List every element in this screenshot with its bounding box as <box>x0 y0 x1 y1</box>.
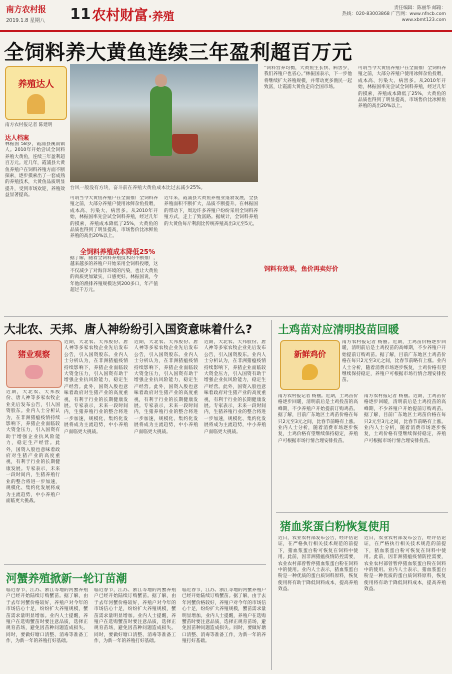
farmer-figure <box>150 86 172 156</box>
section-title-main: 农村财富 <box>92 8 148 24</box>
story-text-3: 近年来，霞浦县大黄鱼养殖业蓬勃发展，全县养殖面积不断扩大，品质不断提升。在林振国的带动下，周边许多养殖户纷纷采用全饲料养殖方式，走上了致富路。据统计，全饲料养殖的大黄鱼每斤利润比传统养殖高出3元至5元。 <box>164 196 258 227</box>
sub-headline-1: 全饲料养殖成本降低25% <box>80 248 156 256</box>
fish-farmer-photo <box>70 64 258 182</box>
section-title <box>92 5 174 25</box>
chicken-icon <box>302 364 318 380</box>
article2-text-a: 近期，大北农、天邦股份、唐人神等多家农牧企业先后发布公告，引入国资股东。业内人士分析认为，在非洲猪瘟疫情持续影响下，养猪企业面临较大资金压力，引入国资有助于增强企业抗风险能力，稳定生产经营。此外，国资入股也意味着政府对生猪产业的高度重视，有利于行业的长期健康发展。专家表示，未来一段时间内，生猪养殖行业的整合将进一步加速，规模化、集约化发展将成为主流趋势，中小养殖户面临更大挑战。 <box>64 340 128 435</box>
article4-headline: 土鸡苗对应清明投苗回暖 <box>278 323 399 336</box>
article4-badge-label: 新鲜鸡价 <box>294 350 326 359</box>
fish-basket <box>172 134 198 154</box>
article4-text-c: 南方农村报记者 杨丽。近期，土鸡苗价格逐步回暖，清明前后是土鸡投苗的高峰期，不少养殖户开始提前订购鸡苗。据了解，目前广东地区土鸡苗价格在每只2元至3元之间，比春节前略有上涨。业内人士分析，随着消费市场逐步恢复，土鸡价格有望继续保持稳定，养殖户可根据市场行情合理安排投苗。 <box>364 394 446 444</box>
contact-line-2: 热线：020-83003868 广告网：www.nfncb.com <box>342 12 446 17</box>
section-divider-1 <box>4 316 448 317</box>
badge-label: 养殖达人 <box>17 80 54 90</box>
article4-text-b: 南方农村报记者 杨丽。近期，土鸡苗价格逐步回暖，清明前后是土鸡投苗的高峰期，不少养殖户开始提前订购鸡苗。据了解，目前广东地区土鸡苗价格在每只2元至3元之间，比春节前略有上涨。业内人士分析，随着消费市场逐步恢复，土鸡价格有望继续保持稳定，养殖户可根据市场行情合理安排投苗。 <box>278 394 358 444</box>
article3-text-b: 临近春节，江苏、浙江等地的河蟹养殖户已经开始陆续订购蟹苗。据了解，由于去年河蟹价格较好，养殖户对今年的市场信心十足，纷纷扩大养殖规模，蟹苗需求量明显增加。业内人士提醒，养殖户在选购蟹苗时要注意品质，选择正规育苗场，避免因苗种问题造成损失。同时，要做好塘口清整、消毒等准备工作，为新一年的养殖打好基础。 <box>94 588 176 645</box>
issue-date: 2019.1.8 星期八 <box>6 18 45 24</box>
pig-icon <box>25 365 43 379</box>
story-text-1: 可谓当今大黄鱼养殖户在全面推广全饲料养殖之前，大部分养殖户使用冰鲜杂鱼投喂，成本高、污染大、病害多。从2010年开始，林振国率先尝试全饲料养殖，经过几年的摸索，养殖成本降低了25%，大黄鱼的品质也得到了明显提高，市场售价比冰鲜鱼养殖的高出20%以上。 <box>70 196 158 240</box>
article2-text-c: 近期，大北农、天邦股份、唐人神等多家农牧企业先后发布公告，引入国资股东。业内人士分析认为，在非洲猪瘟疫情持续影响下，养猪企业面临较大资金压力，引入国资有助于增强企业抗风险能力，稳定生产经营。此外，国资入股也意味着政府对生猪产业的高度重视，有利于行业的长期健康发展。专家表示，未来一段时间内，生猪养殖行业的整合将进一步加速，规模化、集约化发展将成为主流趋势，中小养殖户面临更大挑战。 <box>204 340 266 435</box>
article5-headline: 猪血浆蛋白粉恢复使用 <box>280 520 390 533</box>
feature-badge <box>5 66 67 120</box>
article4-badge <box>280 340 340 390</box>
article5-text-b: 近日，农业农村部发布公告，经评估论证，在严格执行相关技术规范的前提下，猪血浆蛋白粉可恢复在饲料中使用。此前，因非洲猪瘟疫情防控需要，农业农村部曾暂停猪血浆蛋白粉在饲料中的使用。业内人士表示，猪血浆蛋白粉是一种优质的蛋白质饲料原料，恢复使用将有助于降低饲料成本，提高养殖效益。 <box>364 536 446 593</box>
page-number: 11 <box>70 5 91 23</box>
main-headline: 全饲料养大黄鱼连续三年盈利超百万元 <box>4 40 353 64</box>
vertical-divider <box>271 320 272 670</box>
website-url: www.xbmt123.com <box>401 18 446 23</box>
sub-headline-2: 饲料有效果，鱼价再卖好价 <box>264 264 352 273</box>
article2-badge-label: 猪业观察 <box>18 350 50 359</box>
article2-badge <box>6 340 62 388</box>
contact-line-1: 责任编辑：陈丽华 邮箱： <box>394 6 446 11</box>
section-divider-2 <box>4 564 266 565</box>
badge-figure-icon <box>27 94 45 114</box>
section-title-sub: ·养殖 <box>148 10 175 23</box>
story-text-2: 据了解，随着全饲料养殖技术的不断推广，越来越多的养殖户开始采用全饲料投喂，这不仅减少了对海洋环境的污染，也让大黄鱼的肉质更加紧实，口感更好。林振国说，今年他的渔排养殖规模达到200多口，年产值超过千万元。 <box>70 256 158 294</box>
article3-headline: 河蟹养殖掀新一轮订苗潮 <box>6 572 127 585</box>
article5-text-a: 近日，农业农村部发布公告，经评估论证，在严格执行相关技术规范的前提下，猪血浆蛋白粉可恢复在饲料中使用。此前，因非洲猪瘟疫情防控需要，农业农村部曾暂停猪血浆蛋白粉在饲料中的使用。业内人士表示，猪血浆蛋白粉是一种优质的蛋白质饲料原料，恢复使用将有助于降低饲料成本，提高养殖效益。 <box>278 536 358 593</box>
paper-name: 南方农村报 <box>6 4 46 14</box>
farmer-head <box>155 74 167 87</box>
contact-info <box>258 6 446 24</box>
story-text-4: “饲料营养均衡，大黄鱼生长快、病害少，我们养殖户也省心。”林振国表示，下一步他将继续扩大养殖规模，并带动更多渔民一起致富，让霞浦大黄鱼走向全国市场。 <box>264 66 352 91</box>
section-divider-3 <box>276 512 448 513</box>
article2-headline: 大北农、天邦、唐人神纷纷引入国资意味着什么? <box>4 322 253 336</box>
article2-text-d: 近期，大北农、天邦股份、唐人神等多家农牧企业先后发布公告，引入国资股东。业内人士分析认为，在非洲猪瘟疫情持续影响下，养猪企业面临较大资金压力，引入国资有助于增强企业抗风险能力，稳定生产经营。此外，国资入股也意味着政府对生猪产业的高度重视，有利于行业的长期健康发展。专家表示，未来一段时间内，生猪养殖行业的整合将进一步加速，规模化、集约化发展将成为主流趋势，中小养殖户面临更大挑战。 <box>6 390 60 504</box>
left-byline: 南方农村报记者 陈建明 <box>5 123 53 128</box>
story-text-5: 可谓当今大黄鱼养殖户在全面推广全饲料养殖之前，大部分养殖户使用冰鲜杂鱼投喂，成本高、污染大、病害多。从2010年开始，林振国率先尝试全饲料养殖，经过几年的摸索，养殖成本降低了25%，大黄鱼的品质也得到了明显提高，市场售价比冰鲜鱼养殖的高出20%以上。 <box>358 66 446 110</box>
article2-text-b: 近期，大北农、天邦股份、唐人神等多家农牧企业先后发布公告，引入国资股东。业内人士分析认为，在非洲猪瘟疫情持续影响下，养猪企业面临较大资金压力，引入国资有助于增强企业抗风险能力，稳定生产经营。此外，国资入股也意味着政府对生猪产业的高度重视，有利于行业的长期健康发展。专家表示，未来一段时间内，生猪养殖行业的整合将进一步加速，规模化、集约化发展将成为主流趋势，中小养殖户面临更大挑战。 <box>134 340 198 435</box>
article3-text-c: 临近春节，江苏、浙江等地的河蟹养殖户已经开始陆续订购蟹苗。据了解，由于去年河蟹价格较好，养殖户对今年的市场信心十足，纷纷扩大养殖规模，蟹苗需求量明显增加。业内人士提醒，养殖户在选购蟹苗时要注意品质，选择正规育苗场，避免因苗种问题造成损失。同时，要做好塘口清整、消毒等准备工作，为新一年的养殖打好基础。 <box>182 588 266 645</box>
left-subtitle: 达人档案 <box>5 135 30 142</box>
article3-text-a: 临近春节，江苏、浙江等地的河蟹养殖户已经开始陆续订购蟹苗。据了解，由于去年河蟹价格较好，养殖户对今年的市场信心十足，纷纷扩大养殖规模，蟹苗需求量明显增加。业内人士提醒，养殖户在选购蟹苗时要注意品质，选择正规育苗场，避免因苗种问题造成损失。同时，要做好塘口清整、消毒等准备工作，为新一年的养殖打好基础。 <box>6 588 88 645</box>
photo-caption: 台风一般没有方块，奋斗前在养殖大黄鱼成本比过去减少25%。 <box>70 186 206 191</box>
article4-text-a: 南方农村报记者 杨丽。近期，土鸡苗价格逐步回暖，清明前后是土鸡投苗的高峰期，不少养殖户开始提前订购鸡苗。据了解，目前广东地区土鸡苗价格在每只2元至3元之间，比春节前略有上涨。业内人士分析，随着消费市场逐步恢复，土鸡价格有望继续保持稳定，养殖户可根据市场行情合理安排投苗。 <box>342 340 446 384</box>
left-column-text: 林振国 58岁，霞浦县溪南镇人。2010年开始尝试全饲料养殖大黄鱼，连续三年盈利超百万元。近几年，霞浦县大黄鱼养殖户在饲料养殖方面不断探索，逐步摸索出了一套成熟的养殖技术，大黄鱼品质明显提升，受到市场欢迎，养殖效益显著提高。 <box>5 142 65 199</box>
